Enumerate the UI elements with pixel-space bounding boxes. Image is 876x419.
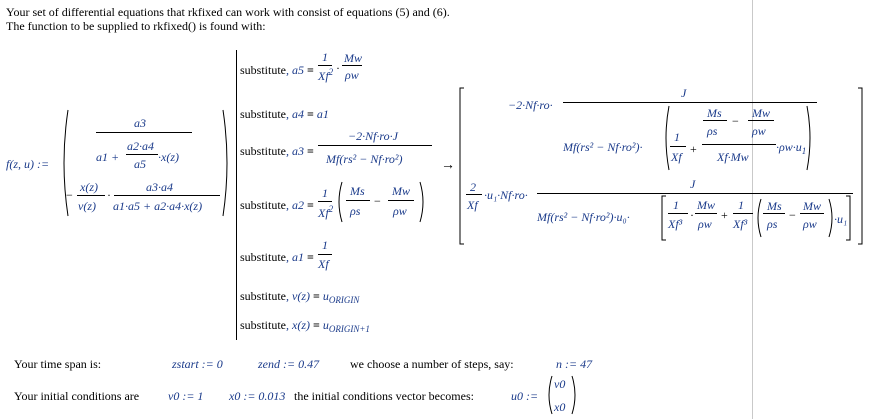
result-bot-prefix-num: 2 [470, 180, 476, 194]
u0-def: u0 := [511, 389, 539, 403]
result-top-mw: Mw [752, 106, 770, 120]
n-def: n := 47 [556, 357, 593, 371]
zstart-def: zstart := 0 [172, 357, 223, 371]
bottom-minus: − [66, 188, 73, 202]
result-top-den-left: Mf(rs² − Nf·ro²)· [563, 140, 643, 154]
result-bot-1b-bar [733, 213, 753, 214]
result-top-1: 1 [674, 130, 680, 144]
top-denom-a1: a1 + [96, 150, 120, 164]
result-bot-xf3: Xf³ [668, 217, 683, 231]
result-bot-ms-bar [763, 213, 785, 214]
result-bot-prefix-tail: ·u₁·Nf·ro· [484, 188, 528, 202]
subst-a5-dot: · [336, 61, 340, 75]
bottom-left-num: x(z) [80, 180, 98, 194]
subst-a1-den: Xf [318, 257, 329, 271]
subst-a5-rw: ρw [345, 68, 359, 82]
result-top-plus: + [690, 142, 697, 156]
u0-vec-bottom: x0 [554, 400, 566, 414]
result-top-j: J [681, 86, 687, 100]
subst-a2-label: substitute, a2 = [240, 198, 314, 212]
result-bot-rs: ρs [767, 217, 778, 231]
result-top-ms: Ms [707, 106, 722, 120]
subst-a1-label: substitute, a1 = [240, 250, 314, 264]
zend-def: zend := 0.47 [258, 357, 320, 371]
intro-line-2: The function to be supplied to rkfixed() is found with: [6, 19, 266, 33]
subst-a5-label: substitute, a5 = [240, 63, 314, 77]
bottom-left-bar [77, 195, 105, 196]
result-bot-1-bar [668, 213, 688, 214]
result-bot-tail: ·u₁ [834, 212, 848, 226]
result-bot-den: Mf(rs² − Nf·ro²)·u₀· [537, 210, 630, 224]
subst-a2-rs: ρs [350, 204, 361, 218]
result-top-xf: Xf [671, 150, 682, 164]
result-top-inner-bar [702, 144, 776, 145]
bottom-right-num: a3·a4 [146, 180, 173, 194]
subst-a5-den: Xf$^2$ [318, 67, 334, 83]
steps-label: we choose a number of steps, say: [350, 357, 514, 371]
top-inner-den: a5 [134, 157, 146, 171]
top-fraction-bar [96, 132, 192, 133]
subst-a2-bar [318, 201, 332, 202]
initial-label: Your initial conditions are [14, 389, 140, 403]
result-bot-1: 1 [673, 198, 679, 212]
subst-a2-ms: Ms [350, 184, 365, 198]
result-top-rs: ρs [707, 124, 718, 138]
result-top-prefix: −2·Nf·ro· [508, 98, 553, 112]
subst-a1-bar [318, 254, 332, 255]
result-top-xfmw: Xf·Mw [717, 150, 749, 164]
subst-a5-bar [318, 65, 332, 66]
subst-a2-bar-s [346, 200, 370, 201]
result-bot-j: J [690, 177, 696, 191]
subst-a5-mw: Mw [344, 51, 362, 65]
subst-a5-bar2 [342, 65, 362, 66]
function-lhs: f(z, u) := [6, 157, 50, 171]
subst-a2-minus: − [374, 194, 381, 208]
subst-a3-num: −2·Nf·ro·J [348, 129, 398, 143]
result-top-rw: ρw [752, 124, 766, 138]
bottom-right-bar [114, 195, 220, 196]
bottom-left-den: v(z) [78, 199, 96, 213]
result-bot-plus: + [721, 208, 728, 222]
v0-def: v0 := 1 [168, 389, 204, 403]
substitution-bar [236, 50, 237, 340]
subst-a2-bar-w [388, 200, 414, 201]
subst-a1-num: 1 [322, 238, 328, 252]
subst-a2-mw: Mw [392, 184, 410, 198]
result-bot-rw: ρw [698, 217, 712, 231]
result-top-bar [563, 102, 817, 103]
result-bot-mw: Mw [697, 198, 715, 212]
result-top-tail: $\cdot\rho w\cdot u_1$ [776, 140, 807, 156]
result-bot-mw2: Mw [803, 199, 821, 213]
subst-a4-label: substitute, a4 = a1 [240, 107, 329, 121]
subst-a3-bar [318, 145, 432, 146]
top-inner-num: a2·a4 [127, 139, 154, 153]
top-numerator: a3 [134, 116, 146, 130]
bottom-dot: · [107, 188, 111, 202]
u0-vec-top: v0 [554, 377, 566, 391]
result-bot-xf3b: Xf³ [733, 217, 748, 231]
result-bot-mw2-bar [800, 213, 824, 214]
subst-a5-num: 1 [322, 50, 328, 64]
result-bot-ms: Ms [767, 199, 782, 213]
subst-a2-rw: ρw [393, 204, 407, 218]
intro-line-1: Your set of differential equations that rkfixed can work with consist of equations (5) and (6). [6, 5, 450, 19]
subst-x-label: substitute, $x(z) = u_{ORIGIN+1}$ [240, 318, 370, 334]
result-top-minus: − [732, 114, 739, 128]
timespan-label: Your time span is: [14, 357, 102, 371]
top-inner-bar [126, 154, 158, 155]
result-top-mw-bar [748, 120, 774, 121]
bottom-right-den: a1·a5 + a2·a4·x(z) [113, 199, 203, 213]
result-bot-mw-bar [695, 213, 717, 214]
subst-a2-num: 1 [322, 186, 328, 200]
x0-def: x0 := 0.013 [229, 389, 286, 403]
evaluation-arrow: → [441, 158, 455, 173]
result-bot-prefix-bar [466, 194, 482, 195]
vector-label: the initial conditions vector becomes: [294, 389, 474, 403]
subst-v-label: substitute, $v(z) = u_{ORIGIN}$ [240, 289, 360, 305]
result-top-ms-bar [703, 120, 727, 121]
subst-a3-label: substitute, a3 = [240, 144, 314, 158]
top-x-of-z: ·x(z) [158, 150, 179, 164]
result-bot-prefix-den: Xf [467, 198, 478, 212]
result-bot-dot1: · [690, 208, 694, 222]
result-bot-rw2: ρw [803, 217, 817, 231]
result-bot-minus: − [789, 208, 796, 222]
subst-a2-den: Xf$^2$ [318, 204, 334, 220]
result-top-1-bar [670, 146, 686, 147]
result-bot-1b: 1 [738, 198, 744, 212]
subst-a3-den: Mf(rs² − Nf·ro²) [326, 152, 403, 166]
